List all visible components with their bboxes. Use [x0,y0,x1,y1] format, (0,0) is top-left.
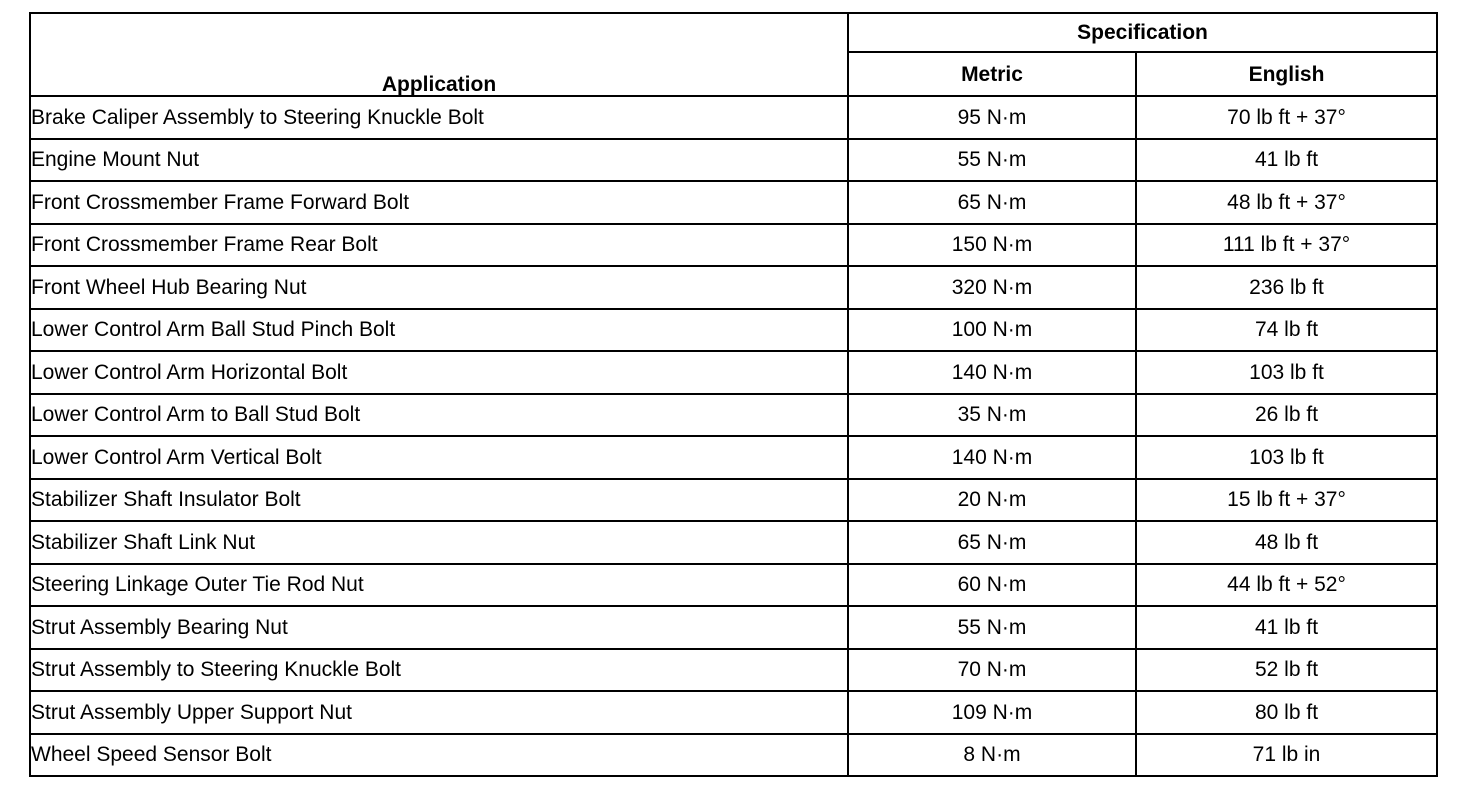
application-cell: Wheel Speed Sensor Bolt [30,734,848,777]
table-row [30,351,1437,394]
application-cell: Brake Caliper Assembly to Steering Knuckle Bolt [30,96,848,139]
table-row [30,691,1437,734]
table-row [30,479,1437,522]
application-cell: Lower Control Arm Ball Stud Pinch Bolt [30,309,848,352]
metric-value-cell: 70 N·m [848,649,1136,692]
english-value-cell: 236 lb ft [1136,266,1437,309]
english-value-cell: 15 lb ft + 37° [1136,479,1437,522]
specification-column-header: Specification [848,13,1437,52]
table-row [30,649,1437,692]
application-cell: Lower Control Arm Horizontal Bolt [30,351,848,394]
table-row [30,606,1437,649]
english-value-cell: 70 lb ft + 37° [1136,96,1437,139]
table-row [30,564,1437,607]
metric-value-cell: 35 N·m [848,394,1136,437]
table-row [30,96,1437,139]
application-cell: Front Crossmember Frame Rear Bolt [30,224,848,267]
table-row [30,734,1437,777]
application-cell: Strut Assembly Bearing Nut [30,606,848,649]
application-cell: Front Wheel Hub Bearing Nut [30,266,848,309]
english-value-cell: 111 lb ft + 37° [1136,224,1437,267]
english-column-header: English [1136,52,1437,96]
table-row [30,224,1437,267]
english-value-cell: 26 lb ft [1136,394,1437,437]
english-value-cell: 52 lb ft [1136,649,1437,692]
application-cell: Engine Mount Nut [30,139,848,182]
metric-value-cell: 55 N·m [848,606,1136,649]
english-value-cell: 48 lb ft [1136,521,1437,564]
application-column-header: Application [30,13,848,96]
torque-specification-table [29,12,1438,777]
metric-value-cell: 20 N·m [848,479,1136,522]
application-cell: Stabilizer Shaft Link Nut [30,521,848,564]
english-value-cell: 41 lb ft [1136,606,1437,649]
table-row [30,394,1437,437]
metric-value-cell: 100 N·m [848,309,1136,352]
header-row-top [30,13,1437,52]
table-row [30,521,1437,564]
application-cell: Stabilizer Shaft Insulator Bolt [30,479,848,522]
metric-value-cell: 140 N·m [848,351,1136,394]
application-cell: Lower Control Arm to Ball Stud Bolt [30,394,848,437]
english-value-cell: 103 lb ft [1136,351,1437,394]
metric-column-header: Metric [848,52,1136,96]
metric-value-cell: 65 N·m [848,521,1136,564]
metric-value-cell: 95 N·m [848,96,1136,139]
table-body [30,96,1437,776]
metric-value-cell: 8 N·m [848,734,1136,777]
metric-value-cell: 320 N·m [848,266,1136,309]
metric-value-cell: 65 N·m [848,181,1136,224]
english-value-cell: 80 lb ft [1136,691,1437,734]
application-cell: Steering Linkage Outer Tie Rod Nut [30,564,848,607]
table-header [30,13,1437,96]
metric-value-cell: 150 N·m [848,224,1136,267]
metric-value-cell: 55 N·m [848,139,1136,182]
application-cell: Strut Assembly Upper Support Nut [30,691,848,734]
table-row [30,266,1437,309]
table-row [30,139,1437,182]
english-value-cell: 71 lb in [1136,734,1437,777]
metric-value-cell: 140 N·m [848,436,1136,479]
metric-value-cell: 109 N·m [848,691,1136,734]
application-cell: Front Crossmember Frame Forward Bolt [30,181,848,224]
metric-value-cell: 60 N·m [848,564,1136,607]
table-row [30,436,1437,479]
english-value-cell: 74 lb ft [1136,309,1437,352]
application-cell: Strut Assembly to Steering Knuckle Bolt [30,649,848,692]
english-value-cell: 41 lb ft [1136,139,1437,182]
application-cell: Lower Control Arm Vertical Bolt [30,436,848,479]
table-row [30,181,1437,224]
english-value-cell: 44 lb ft + 52° [1136,564,1437,607]
table-row [30,309,1437,352]
english-value-cell: 103 lb ft [1136,436,1437,479]
english-value-cell: 48 lb ft + 37° [1136,181,1437,224]
